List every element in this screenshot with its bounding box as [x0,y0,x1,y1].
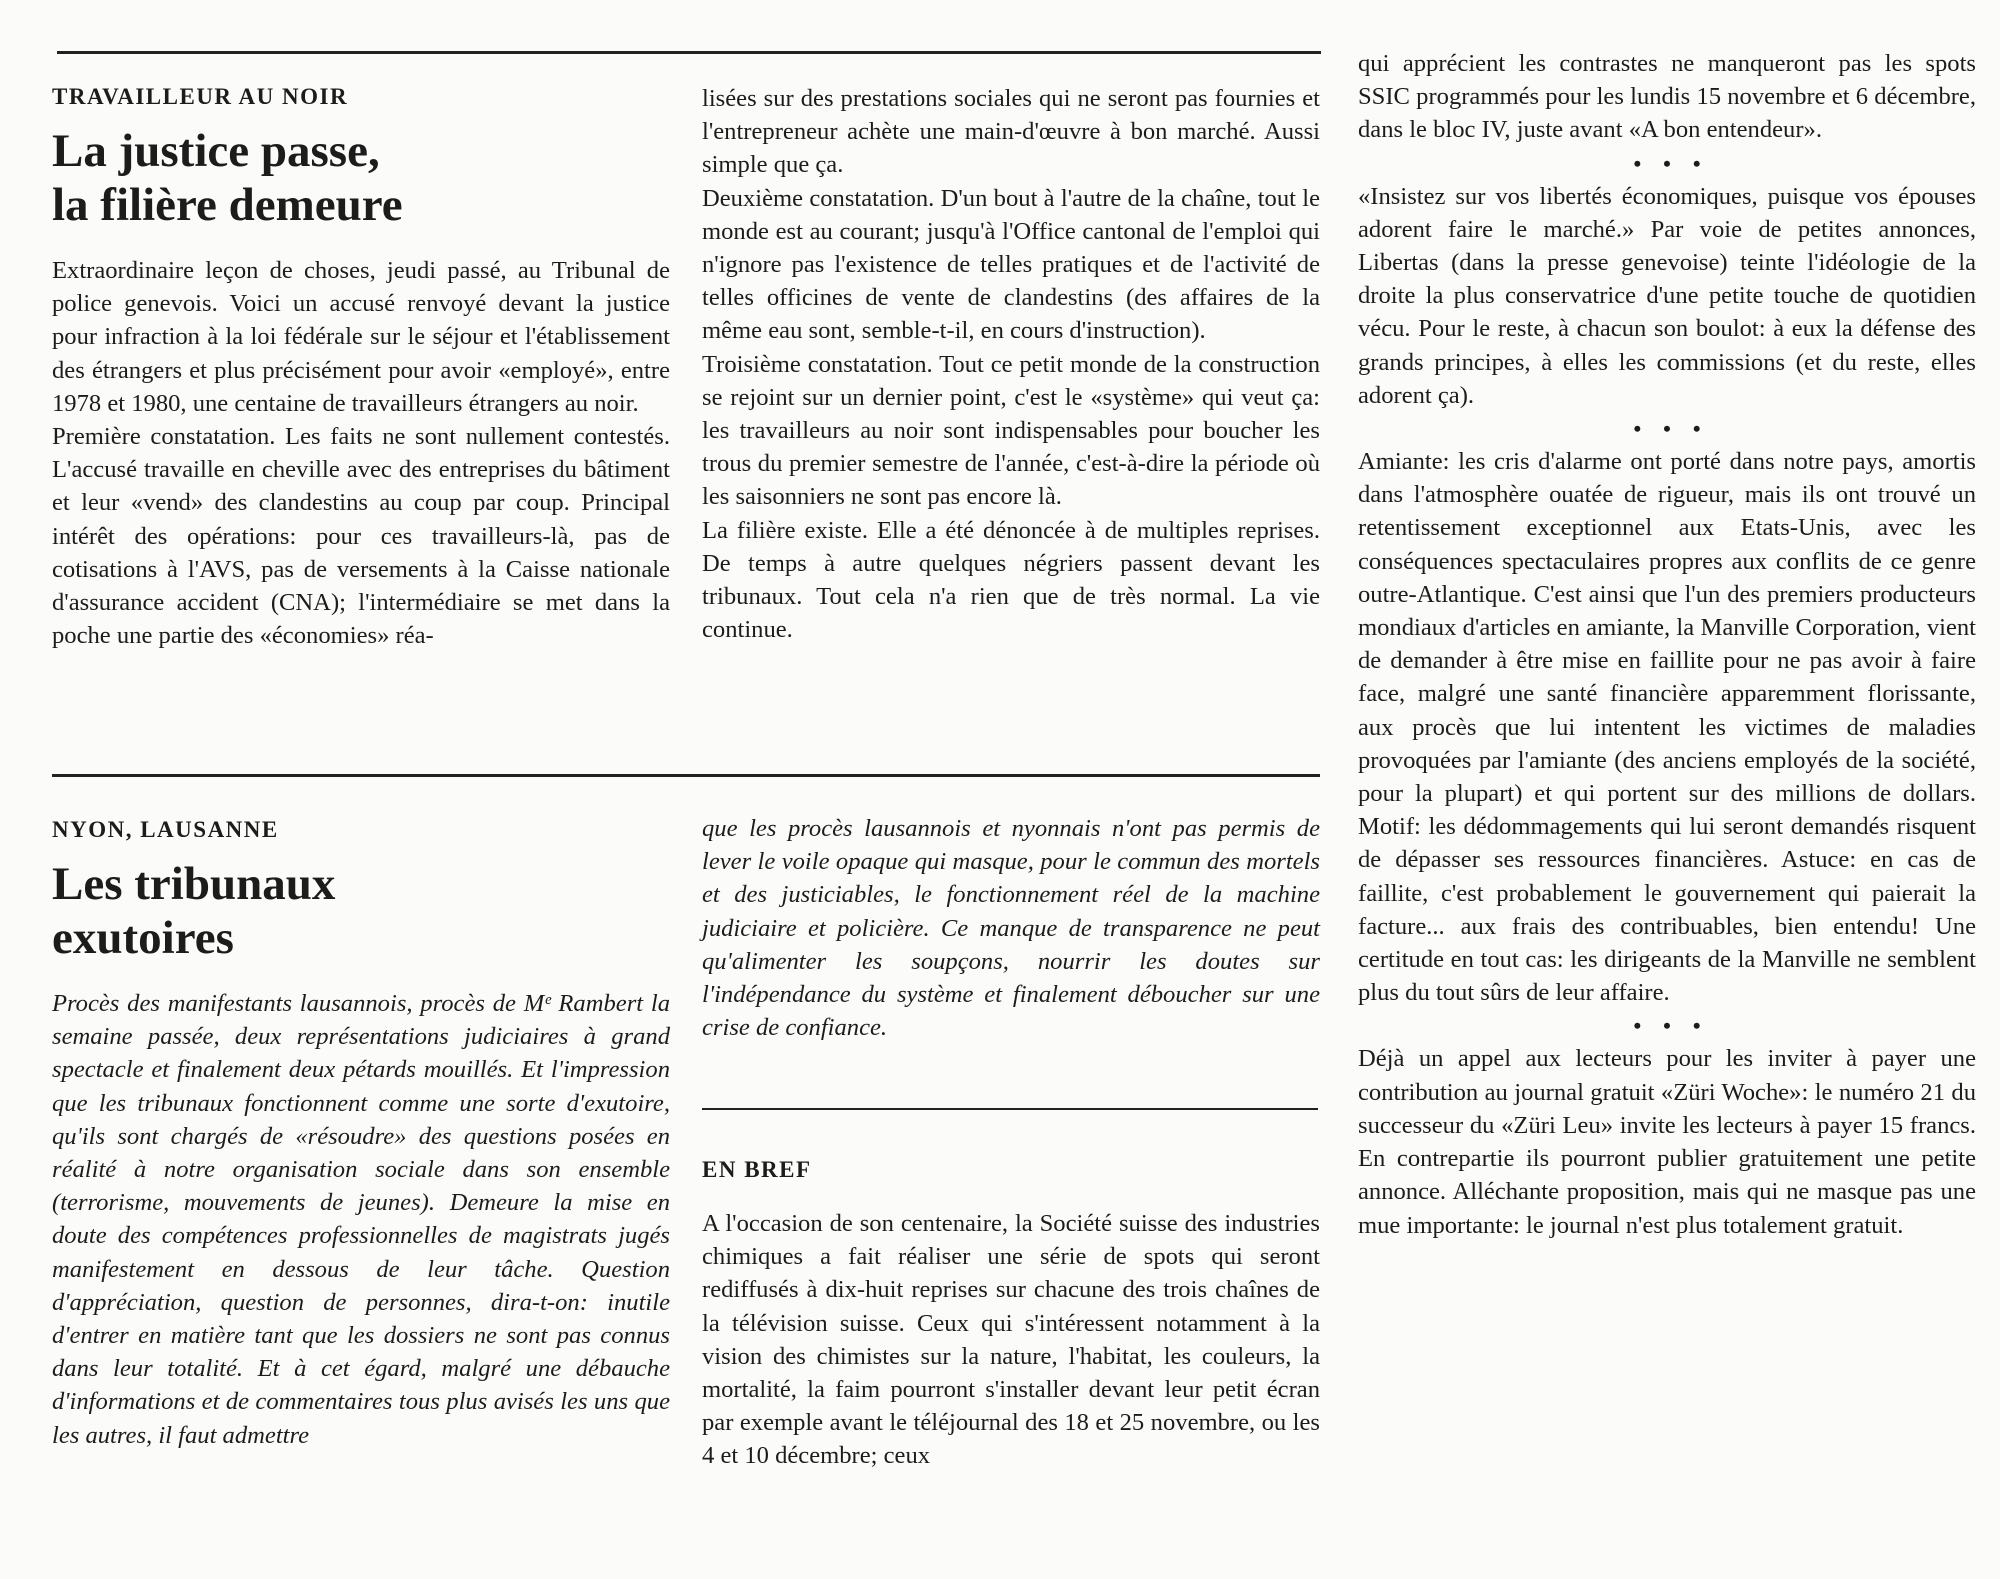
article1-paragraph: Deuxième constatation. D'un bout à l'autre de la chaîne, tout le monde est au courant; jusqu'à l'Office cantonal de l'emploi qui n'ignore pas l'existence de telles pratiques et de l'activité de telles officines de vente de clandestins (des affaires de la même eau sont, semble-t-il, en cours d'instruction). [702,184,1320,345]
en-bref-paragraph: A l'occasion de son centenaire, la Société suisse des industries chimiques a fait réaliser une série de spots qui seront rediffusés à dix-huit reprises sur chacune des trois chaînes de la télévision suisse. Ceux qui s'intéressent notamment à la vision des chimistes sur la nature, l'habitat, les couleurs, la mortalité, la faim pourront s'installer devant leur petit écran par exemple avant le téléjournal des 18 et 25 novembre, ou les 4 et 10 décembre; ceux [702,1210,1320,1470]
article2-headline [52,857,670,965]
en-bref-col2 [702,1207,1320,1473]
top-rule [57,51,1321,54]
article1-paragraph: La filière existe. Elle a été dénoncée à de multiples reprises. De temps à autre quelques négriers passent devant les tribunaux. Tout cela n'a rien que de très normal. La vie continue. [702,516,1320,644]
en-bref-paragraph: Déjà un appel aux lecteurs pour les inviter à payer une contribution au journal gratuit «Züri Woche»: le numéro 21 du successeur du «Züri Leu» invite les lecteurs à payer 15 francs. En contrepartie ils pourront publier gratuitement une petite annonce. Alléchante proposition, mais qui ne masque pas une mue importante: le journal n'est plus totalement gratuit. [1358,1045,1976,1239]
article2-paragraph: Procès des manifestants lausannois, procès de Mᵉ Rambert la semaine passée, deux représentations judiciaires à grand spectacle et finalement deux pétards mouillés. Et l'impression que les tribunaux fonctionnent comme une sorte d'exutoire, qu'ils sont chargés de «résoudre» des questions posées en réalité à notre organisation sociale dans son ensemble (terrorisme, mouvements de jeunes). Demeure la mise en doute des compétences professionnelles de magistrats jugés manifestement en dessous de leur tâche. Question d'appréciation, question de personnes, dira-t-on: inutile d'entrer en matière tant que les dossiers ne sont pas connus dans leur totalité. Et à cet égard, malgré une débauche d'informations et de commentaires tous plus avisés les uns que les autres, il faut admettre [52,990,670,1449]
separator-dots: ••• [1633,416,1723,442]
article1-paragraph: Extraordinaire leçon de choses, jeudi passé, au Tribunal de police genevois. Voici un accusé renvoyé devant la justice pour infraction à la loi fédérale sur le séjour et l'établissement des étrangers et plus précisément pour avoir «employé», entre 1978 et 1980, une centaine de travailleurs étrangers au noir. [52,257,670,417]
article-nyon-lausanne [52,815,670,1452]
en-bref-paragraph: «Insistez sur vos libertés économiques, puisque vos épouses adorent faire le marché.» Par voie de petites annonces, Libertas (dans la presse genevoise) teinte l'idéologie de la droite la plus conservatrice d'une petite touche de quotidien vécu. Pour le reste, à chacun son boulot: à eux la défense des grands principes, à elles les commissions (et du reste, elles adorent ça). [1358,182,1976,409]
separator-dots: ••• [1633,1013,1723,1039]
separator-dots: ••• [1633,150,1723,176]
en-bref-paragraph: Amiante: les cris d'alarme ont porté dans notre pays, amortis dans l'atmosphère ouatée de rigueur, mais ils ont trouvé un retentissement exceptionnel aux Etats-Unis, avec les conséquences spectaculaires propres aux conflits de ce genre outre-Atlantique. C'est ainsi que l'un des premiers producteurs mondiaux d'articles en amiante, la Manville Corporation, vient de demander à être mise en faillite pour ne pas avoir à faire face, malgré une santé financière apparemment florissante, aux procès que lui intentent les victimes de maladies provoquées par l'amiante (des anciens employés de la société, pour la plupart) et qui portent sur des millions de dollars. Motif: les dédommagements qui lui seront demandés risquent de dépasser ses ressources financières. Astuce: en cas de faillite, c'est probablement le gouvernement qui paierait la facture... aux frais des contribuables, bien entendu! Une certitude en tout cas: les dirigeants de la Manville ne semblent plus du tout sûrs de leur affaire. [1358,448,1976,1007]
article1-paragraph: Première constatation. Les faits ne sont nullement contestés. L'accusé travaille en cheville avec des entreprises du bâtiment et leur «vend» des clandestins au coup par coup. Principal intérêt des opérations: pour ces travailleurs-là, pas de cotisations à l'AVS, pas de versements à la Caisse nationale d'assurance accident (CNA); l'intermédiaire se met dans la poche une partie des «économies» réa- [52,423,670,650]
en-bref-section [702,1155,1320,1473]
article1-kicker: TRAVAILLEUR AU NOIR [52,84,349,109]
en-bref-paragraph: qui apprécient les contrastes ne manqueront pas les spots SSIC programmés pour les lundis 15 novembre et 6 décembre, dans le bloc IV, juste avant «A bon entendeur». [1358,50,1976,144]
article2-headline-line1: Les tribunaux [52,858,336,910]
article-travailleur-au-noir [52,82,670,652]
article1-headline-line1: La justice passe, [52,125,380,177]
article2-col1 [52,987,670,1452]
article1-paragraph: Troisième constatation. Tout ce petit monde de la construction se rejoint sur un dernier point, c'est le «système» qui veut ça: les travailleurs au noir sont indispensables pour boucher les trous du premier semestre de l'année, c'est-à-dire la période où les saisonniers ne sont pas encore là. [702,350,1320,511]
article2-col2 [702,812,1320,1044]
article1-paragraph: lisées sur des prestations sociales qui ne seront pas fournies et l'entrepreneur achète une main-d'œuvre à bon marché. Aussi simple que ça. [702,85,1320,179]
article1-headline-line2: la filière demeure [52,179,403,231]
article1-headline [52,124,670,232]
article1-col1 [52,254,670,652]
en-bref-col3 [1358,47,1976,1242]
article1-col2 [702,82,1320,646]
article2-kicker: NYON, LAUSANNE [52,817,279,842]
en-bref-rule [702,1108,1318,1110]
article2-paragraph: que les procès lausannois et nyonnais n'ont pas permis de lever le voile opaque qui masque, pour le commun des mortels et des justiciables, le fonctionnement réel de la machine judiciaire et policière. Ce manque de transparence ne peut qu'alimenter les soupçons, nourrir les doutes sur l'indépendance du système et finalement déboucher sur une crise de confiance. [702,815,1320,1042]
en-bref-kicker: EN BREF [702,1157,812,1182]
article2-headline-line2: exutoires [52,912,234,964]
middle-rule [52,774,1320,777]
